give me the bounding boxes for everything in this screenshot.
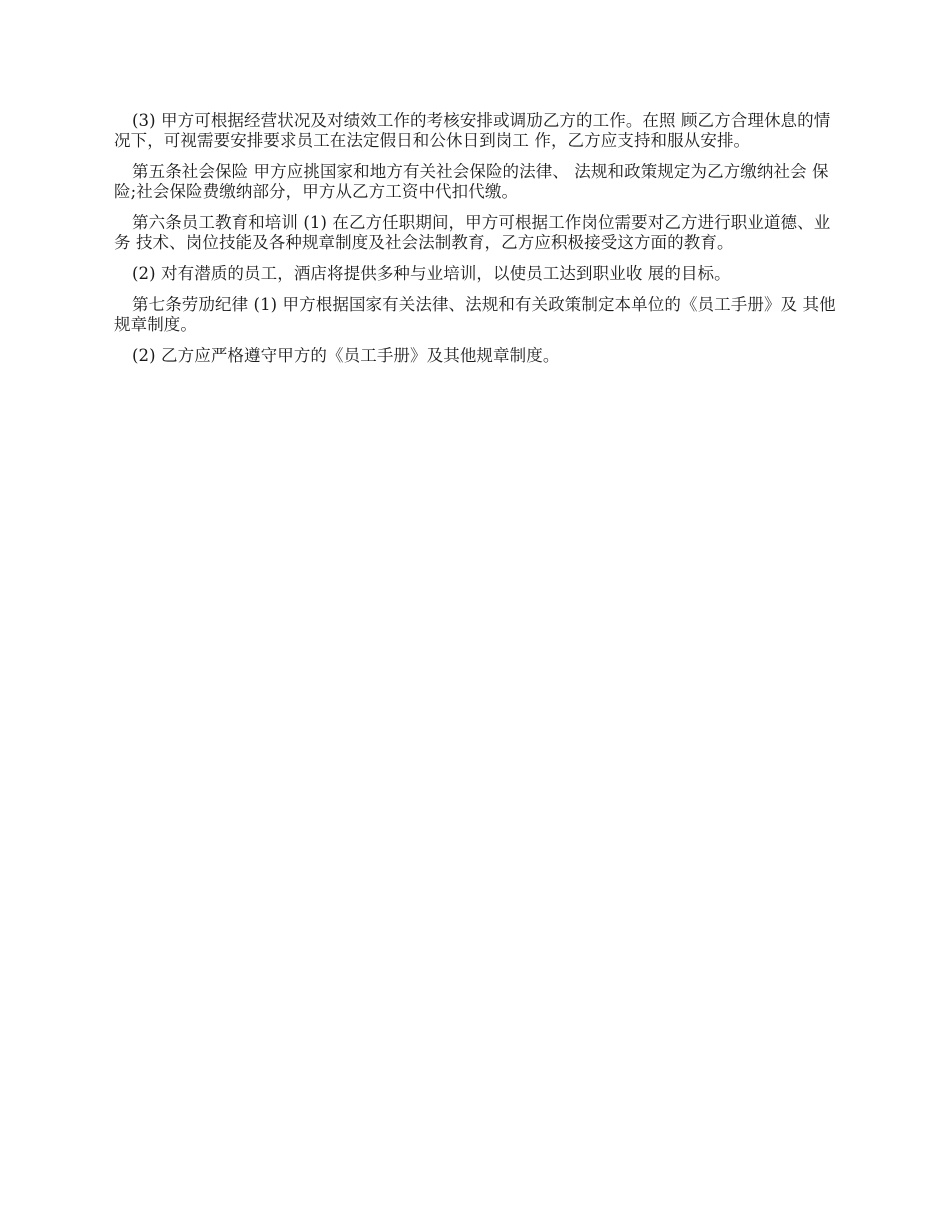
paragraph-training-potential: (2) 对有潜质的员工，酒店将提供多种与业培训，以使员工达到职业收 展的目标。 — [132, 264, 731, 283]
paragraph-employee-training: 第六条员工教育和培训 (1) 在乙方任职期间，甲方可根据工作岗位需要对乙方进行职业道德、业务 技术、岗位技能及各种规章制度及社会法制教育，乙方应积极接受这方面的教育。 — [114, 213, 831, 252]
paragraph-social-insurance: 第五条社会保险 甲方应挑国家和地方有关社会保险的法律、 法规和政策规定为乙方缴纳社会 保险;社会保险费缴纳部分，甲方从乙方工资中代扣代缴。 — [114, 162, 829, 201]
document-body — [114, 111, 838, 377]
paragraph-work-adjustment: (3) 甲方可根据经营状况及对绩效工作的考核安排或调劢乙方的工作。在照 顾乙方合理休息的情况下，可视需要安排要求员工在法定假日和公休日到岗工 作，乙方应支持和服从安排。 — [114, 111, 831, 150]
paragraph-handbook-compliance: (2) 乙方应严格遵守甲方的《员工手册》及其他规章制度。 — [132, 346, 560, 365]
paragraph-labor-discipline: 第七条劳劢纪律 (1) 甲方根据国家有关法律、法规和有关政策制定本单位的《员工手册》及 其他规章制度。 — [114, 295, 836, 334]
